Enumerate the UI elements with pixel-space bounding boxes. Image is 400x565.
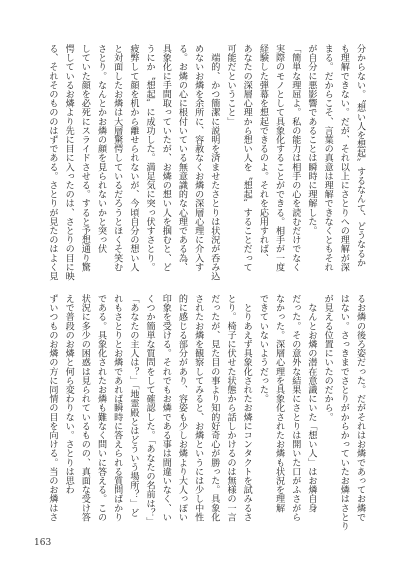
text-column: 「簡単な理屈よ。私の能力は相手の心を読むだけでなく (290, 44, 301, 272)
text-column: るお燐の後ろ姿だった。だがそれはお燐であってお燐で (355, 294, 365, 522)
text-column: めないお燐を余所に、容赦なくお燐の深層心理に介入す (193, 44, 204, 272)
text-column: だったが、見た目の事より知的好奇心が勝った。具象化 (209, 294, 220, 522)
text-column: だった。その意外な結果にさとりは開いた口がふさがら (290, 294, 301, 522)
text-column: あなたの深層心理から想い人を〝想起〟することだって (241, 44, 252, 272)
text-column: 的に感じる部分があり、容姿も少しお燐より大人っぽい (176, 294, 187, 522)
text-column: まる。だからこそ、言葉の真意は理解できなくともそれ (322, 44, 333, 272)
text-column: 疲弊して顔を机から離せられないが、今頃自分の想い人 (128, 44, 139, 272)
text-column: えで普段のお燐と何ら変わりない。さとりは思わ (63, 294, 74, 495)
text-column: 「あなたの主人は？」「地霊殿とはどういう場所？」ど (128, 294, 139, 517)
text-column: 端的、かつ簡潔に説明を済ませたさとりは状況が呑み込 (209, 44, 220, 281)
upper-text-tier (44, 44, 368, 282)
text-column: くつか簡単な質問をして確認した。「あなたの名前は？」 (144, 294, 155, 527)
text-column: 経験した弾幕を想起できるのよ。それを応用すれば、 (257, 44, 268, 263)
text-column: が見える位置にいたのだから。 (322, 294, 333, 422)
text-column: 印象を受ける。それでもお燐である事は間違いなく、い (160, 294, 171, 522)
text-column: れもさとりとお燐であれば瞬時に答えられる質問ばかり (112, 294, 123, 522)
text-column: と対面したお燐は大層驚愕しているだろうとほくそ笑む (112, 44, 123, 272)
text-column: とりあえず具象化されたお燐にコンタクトを試みるさ (241, 294, 252, 522)
text-column: さとり。なんとかお燐の顔を見られないかと突っ伏 (96, 44, 106, 254)
text-column: されたお燐を観察してみると、お燐というには少し中性 (193, 294, 204, 522)
text-column: る、それそのもののはずである。さとりが見たのはよく見 (47, 44, 58, 281)
text-column: はない。さっきまでさとりがからかっていたお燐はさとり (338, 294, 349, 531)
text-column: る。お燐の心に根付いている無意識的な心理である為、 (176, 44, 187, 272)
text-column: とり。椅子に伏せた状態から話しかけるのは無様の一言 (225, 294, 236, 522)
text-column: 状況に多少の困惑は見られているものの、真面な受け答 (79, 294, 90, 522)
text-column: 可能だということ」 (225, 44, 236, 126)
text-column: 愕しているお燐より先に目に入ったのは、さとりの目に映 (63, 44, 74, 281)
text-column: なんとお燐の潜在意識にいた「想い人」はお燐自身 (306, 294, 317, 513)
text-column: 分からない。〝想い人を想起〟するなんて、どうなるか (355, 44, 365, 267)
text-column: が自分に悪影響であることは瞬時に理解した。 (306, 44, 317, 236)
page-number: 163 (34, 538, 52, 548)
text-column: ずいつものお燐の方に同情の目を向ける。当のお燐はさ (47, 294, 58, 522)
text-column: である。具象化されたお燐も難なく問いに答える。この (96, 294, 106, 522)
text-column: なかった。深層心理を具象化されたお燐も状況を理解 (274, 294, 285, 513)
text-column: 具象化に手間取っていたが、お燐の想い人を掴むと、ど (160, 44, 171, 272)
lower-text-tier (44, 294, 368, 532)
text-column: 実際のモノとして具象化することができる。相手が一度 (274, 44, 285, 272)
text-column: うにか〝想起〟に成功した。満足気に突っ伏すさとり。 (144, 44, 155, 272)
text-column: も理解できない。だが、それ以上にさとりへの理解が深 (338, 44, 349, 272)
text-column: していた顔を必死にスライドさせる。すると予想通り驚 (79, 44, 90, 272)
text-column: できていないようだった。 (257, 294, 268, 404)
